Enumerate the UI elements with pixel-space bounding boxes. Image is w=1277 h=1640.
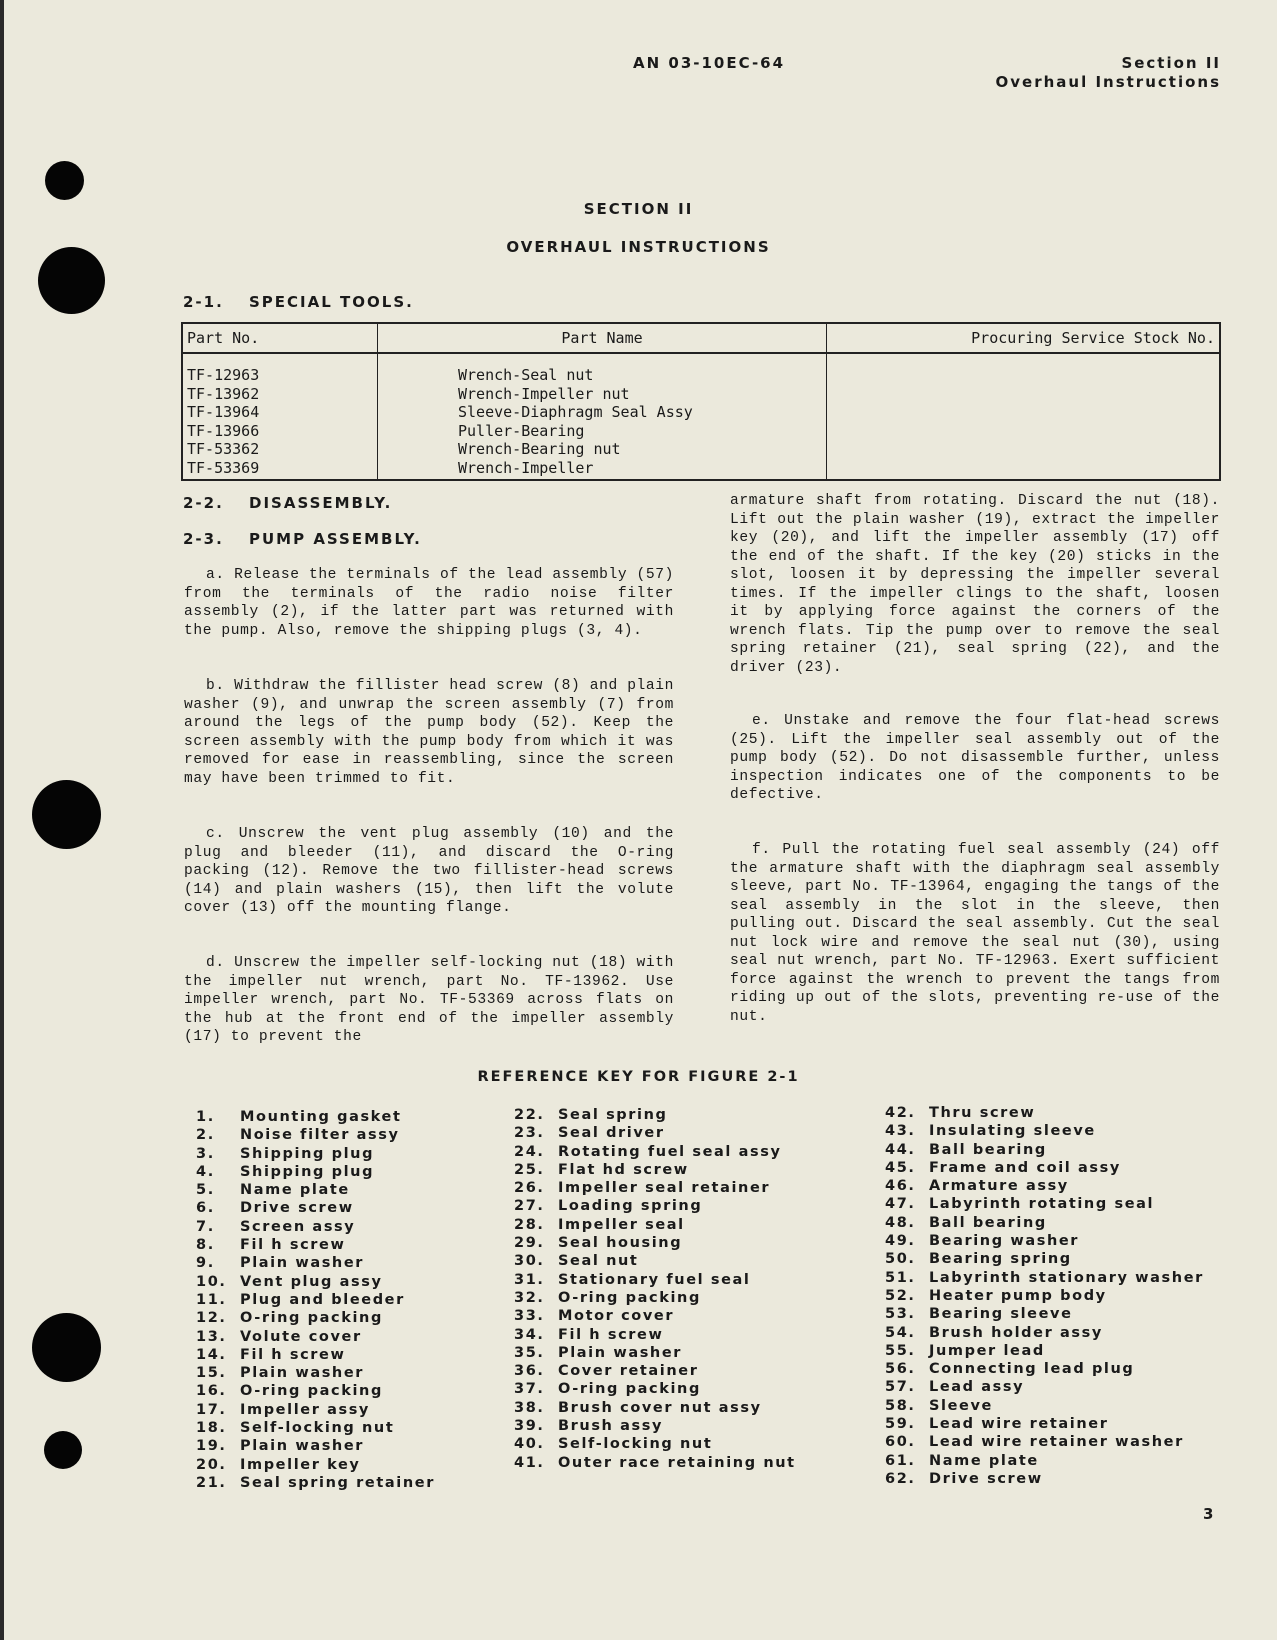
list-item [885,1104,1204,1122]
reference-part-name: Connecting lead plug [929,1361,1135,1378]
reference-part-name: Self-locking nut [558,1436,713,1453]
reference-number: 11. [196,1291,227,1308]
list-item [885,1195,1204,1213]
list-item [196,1382,435,1400]
list-item [885,1287,1204,1305]
reference-part-name: Jumper lead [929,1342,1045,1359]
special-tools-heading: 2-1. SPECIAL TOOLS. [183,293,414,311]
reference-number: 17. [196,1401,227,1418]
reference-number: 37. [514,1381,545,1398]
list-item [196,1108,435,1126]
list-item [514,1179,796,1197]
list-item [514,1234,796,1252]
reference-number: 34. [514,1326,545,1343]
punch-hole-icon [32,1313,101,1382]
list-item [514,1289,796,1307]
reference-number: 14. [196,1346,227,1363]
reference-number: 39. [514,1418,545,1435]
list-item [885,1452,1204,1470]
list-item [514,1161,796,1179]
reference-part-name: Labyrinth rotating seal [929,1196,1155,1213]
section-subtitle: Overhaul Instructions [995,73,1221,91]
reference-part-name: Seal nut [558,1253,639,1270]
reference-part-name: Plain washer [558,1344,683,1361]
list-item [514,1271,796,1289]
list-item [885,1360,1204,1378]
reference-part-name: Bearing washer [929,1233,1080,1250]
table-cell: TF-13962 [187,384,260,403]
reference-number: 20. [196,1456,227,1473]
list-item [885,1122,1204,1140]
reference-number: 49. [885,1233,916,1250]
section-title: SECTION II [583,200,694,218]
table-cell: TF-13966 [187,421,260,440]
reference-number: 48. [885,1214,916,1231]
list-item [885,1141,1204,1159]
reference-number: 33. [514,1308,545,1325]
reference-part-name: Seal driver [558,1125,665,1142]
list-item [514,1143,796,1161]
reference-number: 1. [196,1109,215,1125]
list-item [196,1163,435,1181]
list-item [196,1474,435,1492]
document-number: AN 03-10EC-64 [633,54,786,72]
reference-part-name: Bearing sleeve [929,1306,1073,1323]
reference-part-name: Brush cover nut assy [558,1399,762,1416]
reference-part-name: O-ring packing [240,1310,383,1327]
paragraph-a: a. Release the terminals of the lead assembly (57) from the terminals of the radio noise filter assembly (2), if the latter part was returned with the pump. Also, remove the shipping plugs (3, 4). [184,567,674,639]
reference-part-name: Plug and bleeder [240,1291,405,1308]
part-name-column [378,353,827,480]
reference-number: 53. [885,1306,916,1323]
special-tools-table [181,322,1221,481]
page-number: 3 [1203,1505,1216,1523]
reference-number: 57. [885,1379,916,1396]
reference-number: 32. [514,1289,545,1306]
reference-part-name: Heater pump body [929,1287,1107,1304]
list-item [196,1309,435,1327]
reference-part-name: Drive screw [240,1200,354,1217]
list-item [514,1307,796,1325]
list-item [885,1433,1204,1451]
reference-number: 22. [514,1107,545,1123]
reference-part-name: Cover retainer [558,1363,699,1380]
list-item [196,1456,435,1474]
table-cell: Wrench-Seal nut [458,366,594,384]
list-item [885,1324,1204,1342]
reference-number: 26. [514,1180,545,1197]
reference-number: 8. [196,1237,215,1254]
reference-part-name: Lead wire retainer washer [929,1434,1184,1451]
list-item [196,1346,435,1364]
paragraph-d-start: d. Unscrew the impeller self-locking nut (18) with the impeller nut wrench, part No. TF-13962. Use impeller wrench, part No. TF-53369 across flats on the hub at the front end of the impeller assembly (17) to prevent the [184,955,674,1045]
paragraph-c: c. Unscrew the vent plug assembly (10) and the plug and bleeder (11), and discard the O-ring packing (12). Remove the two fillister-head screws (14) and plain washers (15), then lift the volute cover (13) off the mounting flange. [184,826,674,916]
reference-number: 42. [885,1105,916,1121]
reference-part-name: O-ring packing [558,1381,701,1398]
list-item [514,1197,796,1215]
reference-part-name: Plain washer [240,1438,365,1455]
list-item [196,1181,435,1199]
column-header-part-name: Part Name [378,323,827,353]
pump-assembly-heading: 2-3. PUMP ASSEMBLY. [183,530,422,548]
reference-number: 2. [196,1127,215,1144]
list-item [196,1273,435,1291]
list-item [514,1326,796,1344]
reference-part-name: Brush holder assy [929,1324,1103,1341]
reference-number: 36. [514,1363,545,1380]
reference-number: 18. [196,1420,227,1437]
reference-part-name: Sleeve [929,1397,993,1414]
list-item [885,1342,1204,1360]
reference-part-name: Name plate [929,1452,1039,1469]
reference-number: 38. [514,1399,545,1416]
reference-part-name: Fil h screw [558,1326,664,1343]
reference-part-name: Insulating sleeve [929,1123,1096,1140]
list-item [514,1417,796,1435]
list-item [885,1250,1204,1268]
reference-part-name: Stationary fuel seal [558,1271,751,1288]
reference-part-name: Mounting gasket [240,1109,402,1125]
reference-number: 23. [514,1125,545,1142]
table-cell: TF-53369 [187,458,260,477]
reference-part-name: Volute cover [240,1328,362,1345]
reference-part-name: Brush assy [558,1418,664,1435]
reference-part-name: O-ring packing [240,1383,383,1400]
reference-part-name: Ball bearing [929,1141,1047,1158]
reference-part-name: Impeller assy [240,1401,370,1418]
reference-number: 43. [885,1123,916,1140]
reference-part-name: Flat hd screw [558,1161,689,1178]
list-item [514,1380,796,1398]
punch-hole-icon [45,161,84,200]
reference-number: 9. [196,1255,215,1272]
reference-key-title: REFERENCE KEY FOR FIGURE 2-1 [477,1069,800,1085]
list-item [885,1159,1204,1177]
list-item [196,1254,435,1272]
reference-number: 50. [885,1251,916,1268]
reference-part-name: Ball bearing [929,1214,1047,1231]
list-item [196,1328,435,1346]
reference-part-name: Rotating fuel seal assy [558,1143,782,1160]
reference-part-name: Plain washer [240,1255,365,1272]
list-item [885,1232,1204,1250]
list-item [885,1305,1204,1323]
reference-part-name: Seal housing [558,1235,683,1252]
reference-part-name: Motor cover [558,1308,675,1325]
list-item [885,1415,1204,1433]
table-cell: Puller-Bearing [458,421,585,440]
list-item [885,1214,1204,1232]
reference-part-name: Vent plug assy [240,1273,383,1290]
disassembly-heading: 2-2. DISASSEMBLY. [183,494,393,512]
table-cell: Wrench-Bearing nut [458,440,621,458]
reference-part-name: Fil h screw [240,1237,346,1254]
running-header [996,54,1222,92]
reference-number: 3. [196,1145,215,1162]
reference-number: 40. [514,1436,545,1453]
reference-number: 56. [885,1361,916,1378]
reference-number: 60. [885,1434,916,1451]
reference-part-name: Drive screw [929,1470,1043,1487]
reference-part-name: Plain washer [240,1365,365,1382]
reference-number: 44. [885,1141,916,1158]
list-item [514,1362,796,1380]
list-item [885,1378,1204,1396]
table-cell: TF-13964 [187,403,260,421]
reference-part-name: Thru screw [929,1105,1036,1121]
reference-number: 10. [196,1273,227,1290]
reference-part-name: Lead wire retainer [929,1416,1109,1433]
reference-number: 55. [885,1342,916,1359]
paragraph-d-continued: armature shaft from rotating. Discard the nut (18). Lift out the plain washer (19), extract the impeller key (20), and lift the impeller assembly (17) off the end of the shaft. If the key (20) sticks in the slot, loosen it by depressing the impeller several times. If the impeller clings to the shaft, loosen it by applying force against the corners of the wrench flats. Tip the pump over to remove the seal spring retainer (21), seal spring (22), and the driver (23). [730,493,1220,676]
reference-part-name: Bearing spring [929,1251,1072,1268]
paragraph-f: f. Pull the rotating fuel seal assembly (24) off the armature shaft with the diaphragm seal assembly sleeve, part No. TF-13964, engaging the tangs of the seal assembly in the slot in the sleeve, then pulling out. Discard the seal assembly. Cut the seal nut lock wire and remove the seal nut (30), using seal nut wrench, part No. TF-12963. Exert sufficient force against the wrench to prevent the tangs from riding up out of the slots, preventing re-use of the nut. [730,842,1220,1025]
page-title: OVERHAUL INSTRUCTIONS [506,238,771,256]
list-item [514,1454,796,1472]
reference-part-name: Labyrinth stationary washer [929,1269,1204,1286]
reference-number: 29. [514,1235,545,1252]
reference-part-name: Self-locking nut [240,1420,395,1437]
list-item [196,1419,435,1437]
list-item [196,1437,435,1455]
reference-number: 7. [196,1218,215,1235]
reference-number: 21. [196,1474,227,1491]
reference-part-name: Impeller seal [558,1216,685,1233]
reference-number: 30. [514,1253,545,1270]
reference-number: 41. [514,1454,545,1471]
reference-number: 35. [514,1344,545,1361]
section-label: Section II [1121,54,1221,72]
list-item [196,1291,435,1309]
reference-key-column-2 [514,1106,796,1472]
reference-number: 59. [885,1416,916,1433]
reference-number: 27. [514,1198,545,1215]
list-item [885,1470,1204,1488]
list-item [196,1126,435,1144]
reference-number: 25. [514,1161,545,1178]
reference-number: 54. [885,1324,916,1341]
list-item [514,1106,796,1124]
list-item [514,1344,796,1362]
table-cell: TF-12963 [187,366,260,384]
punch-hole-icon [32,780,101,849]
table-cell: Wrench-Impeller [458,458,594,477]
reference-number: 52. [885,1287,916,1304]
paragraph-e: e. Unstake and remove the four flat-head screws (25). Lift the impeller seal assembly out of the pump body (52). Do not disassemble further, unless inspection indicates one of the components to be defective. [730,713,1220,803]
reference-key-column-3 [885,1104,1204,1488]
reference-part-name: Impeller key [240,1456,361,1473]
list-item [196,1364,435,1382]
reference-number: 5. [196,1182,215,1199]
reference-number: 16. [196,1383,227,1400]
reference-number: 58. [885,1397,916,1414]
reference-number: 13. [196,1328,227,1345]
table-cell: TF-53362 [187,440,260,458]
list-item [196,1236,435,1254]
reference-number: 15. [196,1365,227,1382]
paragraph-b: b. Withdraw the fillister head screw (8) and plain washer (9), and unwrap the screen assembly (7) from around the legs of the pump body (52). Keep the screen assembly with the pump body from which it was removed for ease in reassembling, since the screen may have been trimmed to fit. [184,678,674,787]
reference-part-name: Name plate [240,1182,350,1199]
list-item [514,1216,796,1234]
list-item [885,1269,1204,1287]
list-item [196,1218,435,1236]
reference-number: 47. [885,1196,916,1213]
reference-part-name: Frame and coil assy [929,1159,1121,1176]
reference-part-name: Shipping plug [240,1145,375,1162]
list-item [196,1401,435,1419]
reference-part-name: Lead assy [929,1379,1025,1396]
reference-part-name: Fil h screw [240,1346,346,1363]
reference-part-name: O-ring packing [558,1289,701,1306]
list-item [885,1177,1204,1195]
reference-number: 28. [514,1216,545,1233]
list-item [514,1435,796,1453]
column-header-part-no: Part No. [182,323,378,353]
reference-key-column-1 [196,1108,435,1492]
reference-number: 19. [196,1438,227,1455]
reference-number: 62. [885,1470,916,1487]
reference-number: 4. [196,1163,215,1180]
reference-number: 46. [885,1178,916,1195]
reference-part-name: Impeller seal retainer [558,1180,771,1197]
column-header-stock-no: Procuring Service Stock No. [827,323,1221,353]
punch-hole-icon [44,1431,82,1469]
list-item [196,1145,435,1163]
reference-part-name: Armature assy [929,1178,1069,1195]
list-item [514,1124,796,1142]
reference-number: 31. [514,1271,545,1288]
reference-part-name: Shipping plug [240,1163,375,1180]
reference-part-name: Seal spring [558,1107,668,1123]
reference-number: 12. [196,1310,227,1327]
reference-number: 24. [514,1143,545,1160]
reference-part-name: Noise filter assy [240,1127,400,1144]
list-item [514,1399,796,1417]
reference-number: 51. [885,1269,916,1286]
list-item [885,1397,1204,1415]
table-cell: Wrench-Impeller nut [458,384,630,403]
stock-no-column [827,353,1221,480]
list-item [514,1252,796,1270]
reference-number: 61. [885,1452,916,1469]
reference-number: 45. [885,1159,916,1176]
reference-part-name: Screen assy [240,1218,356,1235]
reference-number: 6. [196,1200,215,1217]
punch-hole-icon [38,247,105,314]
reference-part-name: Seal spring retainer [240,1474,435,1491]
reference-part-name: Outer race retaining nut [558,1454,796,1471]
table-cell: Sleeve-Diaphragm Seal Assy [458,403,693,421]
reference-part-name: Loading spring [558,1198,703,1215]
list-item [196,1199,435,1217]
part-no-column [182,353,378,480]
